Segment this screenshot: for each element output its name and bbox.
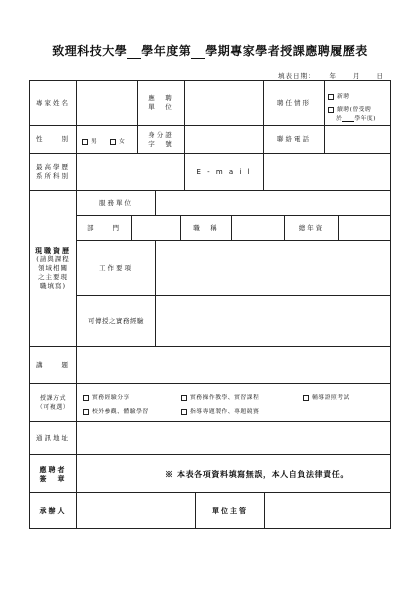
teaching-option-1[interactable]: 實務經驗分享 xyxy=(83,392,130,401)
hire-renew-year: 於 學年度) xyxy=(336,116,376,122)
education-label: 最高學歷 系所科別 xyxy=(29,153,77,191)
id-number-field[interactable] xyxy=(184,125,264,154)
phone-field[interactable] xyxy=(324,125,391,154)
years-field[interactable] xyxy=(338,215,391,241)
signature-label: 應聘者 簽 章 xyxy=(29,454,77,493)
hire-status-field xyxy=(324,80,391,126)
gender-male-option[interactable]: 男 xyxy=(82,136,97,145)
hire-new-option[interactable]: 新聘 xyxy=(328,91,350,100)
teaching-mode-label xyxy=(29,383,77,422)
checkbox-icon[interactable] xyxy=(82,139,88,145)
experience-label: 可傳授之實務經驗 xyxy=(76,295,156,347)
current-job-title: 現職資歷 xyxy=(35,246,71,255)
org-field[interactable] xyxy=(155,190,391,216)
teaching-option-3[interactable]: 輔導證照考試 xyxy=(303,392,350,401)
checkbox-icon[interactable] xyxy=(303,395,309,401)
position-field[interactable] xyxy=(231,215,285,241)
checkbox-icon[interactable] xyxy=(83,395,89,401)
gender-field xyxy=(76,125,138,154)
years-label: 總年資 xyxy=(284,215,339,241)
teaching-mode-title: 授課方式 xyxy=(39,394,66,402)
job-content-field[interactable] xyxy=(155,240,391,296)
job-title-field[interactable] xyxy=(184,80,264,126)
supervisor-label: 單位主管 xyxy=(195,492,265,529)
gender-label: 性 別 xyxy=(29,125,77,154)
topic-label: 講 題 xyxy=(29,346,77,384)
teaching-option-2[interactable]: 實務操作教學、實習課程 xyxy=(181,392,259,401)
handler-label: 承辦人 xyxy=(29,492,77,529)
page-title: 致理科技大學 學年度第 學期專家學者授課應聘履歷表 xyxy=(52,44,368,58)
email-label: E - m a i l xyxy=(184,153,264,191)
address-label: 通訊地址 xyxy=(29,421,77,455)
name-label: 專家姓名 xyxy=(29,80,77,126)
checkbox-icon[interactable] xyxy=(328,94,334,100)
phone-label: 聯絡電話 xyxy=(263,125,325,154)
checkbox-icon[interactable] xyxy=(181,395,187,401)
org-label: 服務單位 xyxy=(76,190,156,216)
teaching-mode-note: （可複選） xyxy=(36,403,70,411)
experience-field[interactable] xyxy=(155,295,391,347)
name-field[interactable] xyxy=(76,80,138,126)
dept-field[interactable] xyxy=(131,215,181,241)
address-field[interactable] xyxy=(76,421,391,455)
current-job-note: (請與課程 領域相關 之主要現 職填寫) xyxy=(36,255,70,290)
fill-date: 填表日期： 年 月 日 xyxy=(278,72,384,80)
teaching-option-5[interactable]: 指導專題製作、專題競賽 xyxy=(181,406,259,415)
legal-notice: ※ 本表各項資料填寫無誤，本人自負法律責任。 xyxy=(165,469,349,479)
hire-status-label: 聘任情形 xyxy=(263,80,325,126)
position-label: 職 稱 xyxy=(180,215,232,241)
job-title-label: 應 聘 單 位 xyxy=(137,80,185,126)
supervisor-field[interactable] xyxy=(264,492,391,529)
signature-field[interactable] xyxy=(76,454,391,493)
teaching-option-4[interactable]: 校外參觀、體驗學習 xyxy=(83,406,149,415)
hire-renew-option[interactable]: 續聘(曾受聘 xyxy=(328,104,371,113)
checkbox-icon[interactable] xyxy=(181,409,187,415)
handler-field[interactable] xyxy=(76,492,196,529)
education-field[interactable] xyxy=(76,153,185,191)
gender-female-option[interactable]: 女 xyxy=(110,136,125,145)
id-number-label: 身分證 字 號 xyxy=(137,125,185,154)
checkbox-icon[interactable] xyxy=(83,409,89,415)
checkbox-icon[interactable] xyxy=(110,139,116,145)
topic-field[interactable] xyxy=(76,346,391,384)
current-job-label xyxy=(29,190,77,347)
application-form xyxy=(29,80,391,529)
teaching-mode-field xyxy=(76,383,391,422)
email-field[interactable] xyxy=(263,153,391,191)
checkbox-icon[interactable] xyxy=(328,107,334,113)
job-content-label: 工作要項 xyxy=(76,240,156,296)
dept-label: 部 門 xyxy=(76,215,132,241)
